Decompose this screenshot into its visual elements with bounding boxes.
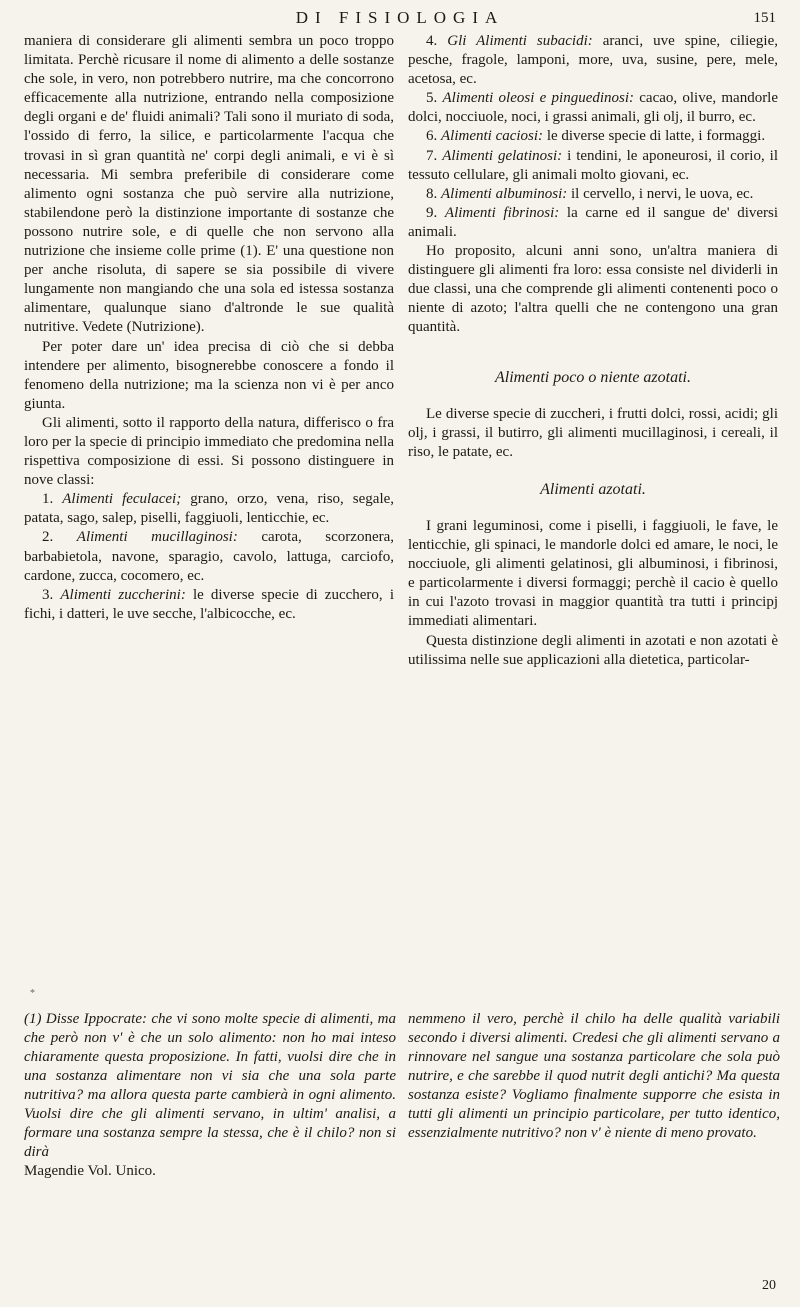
right-column (408, 32, 778, 670)
signature-mark: 20 (762, 1278, 776, 1293)
class-name: Alimenti feculacei; (62, 491, 182, 508)
class-name: Alimenti gelatinosi: (442, 147, 563, 164)
class-item (24, 586, 394, 624)
running-title: DI FISIOLOGIA (295, 8, 505, 27)
class-name: Alimenti zuccherini: (60, 586, 186, 603)
class-number: 2. (42, 529, 54, 546)
footnote-text: nemmeno il vero, perchè il chilo ha delle qualità variabili secondo i diversi alimenti. Credesi che gli alimenti servano a rinnovare nel sangue una sostanza particolare che sola può nutrire, e che sarebbe il quod nutrit degli antichi? Ma questa sostanza esiste? Vogliamo finalmente supporre che esista in tutti gli alimenti un principio particolare, per tutto identico, essenzialmente nutritivo? non v' è niente di meno provato. (408, 1011, 780, 1141)
paragraph: Per poter dare un' idea precisa di ciò che si debba intendere per alimento, bisognerebbe conoscere a fondo il fenomeno della nutrizione; ma la scienza non vi è per anco giunta. (24, 338, 394, 412)
class-name: Alimenti oleosi e pinguedinosi: (442, 90, 635, 107)
class-number: 1. (42, 491, 54, 508)
class-text: le diverse specie di latte, i formaggi. (546, 128, 766, 145)
footnote-text: (1) Disse Ippocrate: che vi sono molte specie di alimenti, ma che però non v' è che un solo alimento: non ho mai inteso chiaramente questa proposizione. In fatti, vuolsi dire che in una sostanza alimentare non vi sia che una sola parte nutritiva? ma allora questa parte cambierà in ogni alimento. Vuolsi dire che gli alimenti servano, in ultim' analisi, a formare una sostanza sempre la stessa, che è il chilo? non si dirà (24, 1011, 396, 1160)
class-item (408, 32, 778, 89)
paragraph: Ho proposito, alcuni anni sono, un'altra maniera di distinguere gli alimenti fra loro: essa consiste nel dividerli in due classi, una che comprende gli alimenti contenenti poco o niente di azoto; l'altra quelli che ne contengono una gran quantità. (408, 243, 778, 336)
class-text: cacao, olive, mandorle dolci, nocciuole, noci, i grassi animali, gli olj, il burro, ec. (408, 90, 779, 126)
paragraph: Questa distinzione degli alimenti in azotati e non azotati è utilissima nelle sue applicazioni alla dietetica, particolar- (408, 632, 778, 668)
class-text: aranci, uve spine, ciliegie, pesche, fragole, lamponi, more, uva, susine, pere, mele, acetosa, ec. (408, 33, 779, 88)
class-name: Alimenti mucillaginosi: (76, 529, 238, 546)
class-number: 5. (426, 90, 438, 107)
class-name: Gli Alimenti subacidi: (447, 33, 593, 49)
class-text: il cervello, i nervi, le uova, ec. (571, 185, 754, 202)
section-heading: Alimenti poco o niente azotati. (495, 368, 691, 386)
paragraph: Gli alimenti, sotto il rapporto della natura, differisco o fra loro per la specie di principio immediato che predomina nella rispettiva composizione di essi. Si possono distinguere in nove classi: (24, 414, 394, 489)
class-item (408, 89, 778, 127)
class-number: 3. (42, 586, 54, 603)
paragraph: Le diverse specie di zuccheri, i frutti dolci, rossi, acidi; gli olj, i grassi, il butirro, gli alimenti mucillaginosi, i cereali, il riso, le patate, ec. (408, 405, 778, 460)
class-item (24, 528, 394, 585)
class-item (408, 127, 778, 146)
class-number: 6. (426, 128, 438, 145)
class-text: grano, orzo, vena, riso, segale, patata, sago, salep, piselli, faggiuoli, lenticchie, ec. (24, 491, 395, 527)
class-item (408, 147, 778, 185)
paragraph: maniera di considerare gli alimenti sembra un poco troppo limitata. Perchè ricusare il nome di alimento a delle sostanze che sole, in vero, non potrebbero nutrire, ma che concorrono efficacemente alla nutrizione, entrando nella composizione degli organi e de' fluidi animali? Tali sono il muriato di soda, l'ossido di ferro, la silice, e particolarmente l'acqua che trovasi in sì gran quantità ne' corpi degli animali, e vi è sì necessaria. Mi sembra preferibile di considerare come alimento ogni sostanza che può servire alla nutrizione, stabilendone però la distinzione importante di sostanze che possono nutrire sole, e di quelle che non servono alla nutrizione che insieme colle prime (1). E' una questione non per anche risoluta, di sapere se sia possibile di vivere lungamente non mangiando che una sola ed istessa sostanza alimentare, qualunque siano d'altronde le sue qualità nutritive. Vedete (Nutrizione). (24, 33, 394, 336)
class-number: 4. (426, 33, 438, 49)
page-number: 151 (753, 10, 776, 26)
class-text: le diverse specie di zucchero, i fichi, i datteri, le uve secche, l'albicocche, ec. (24, 586, 394, 622)
running-head (0, 8, 800, 32)
class-name: Alimenti albuminosi: (441, 185, 568, 202)
footnote-right (408, 1010, 780, 1143)
class-item (408, 185, 778, 204)
class-text: la carne ed il sangue de' diversi animali. (408, 204, 779, 240)
class-text: carota, scorzonera, barbabietola, navone, sparagio, cavolo, lattuga, carciofo, cardone, zucca, cocomero, ec. (24, 529, 395, 584)
footer-signature: Magendie Vol. Unico. (24, 1163, 156, 1179)
class-item (408, 204, 778, 242)
class-number: 9. (426, 204, 438, 221)
paragraph: I grani leguminosi, come i piselli, i faggiuoli, le fave, le lenticchie, gli spinaci, le mandorle dolci ed amare, le noci, le nocciuole, gli alimenti gelatinosi, gli albuminosi, i fibrinosi, e particolarmente i diversi formaggi; perchè il cacio è quello in cui l'azoto trovasi in maggior quantità tra tutti i principj immediati alimentari. (408, 517, 778, 630)
class-item (24, 490, 394, 528)
class-name: Alimenti fibrinosi: (444, 204, 560, 221)
footnote-separator: * (30, 988, 35, 999)
left-column (24, 32, 394, 624)
class-text: i tendini, le aponeurosi, il corio, il tessuto cellulare, gli animali molto giovani, ec. (408, 147, 779, 183)
class-number: 7. (426, 147, 438, 164)
class-number: 8. (426, 185, 438, 202)
class-name: Alimenti caciosi: (441, 128, 544, 145)
footnote-left (24, 1010, 396, 1181)
section-heading: Alimenti azotati. (540, 480, 646, 498)
